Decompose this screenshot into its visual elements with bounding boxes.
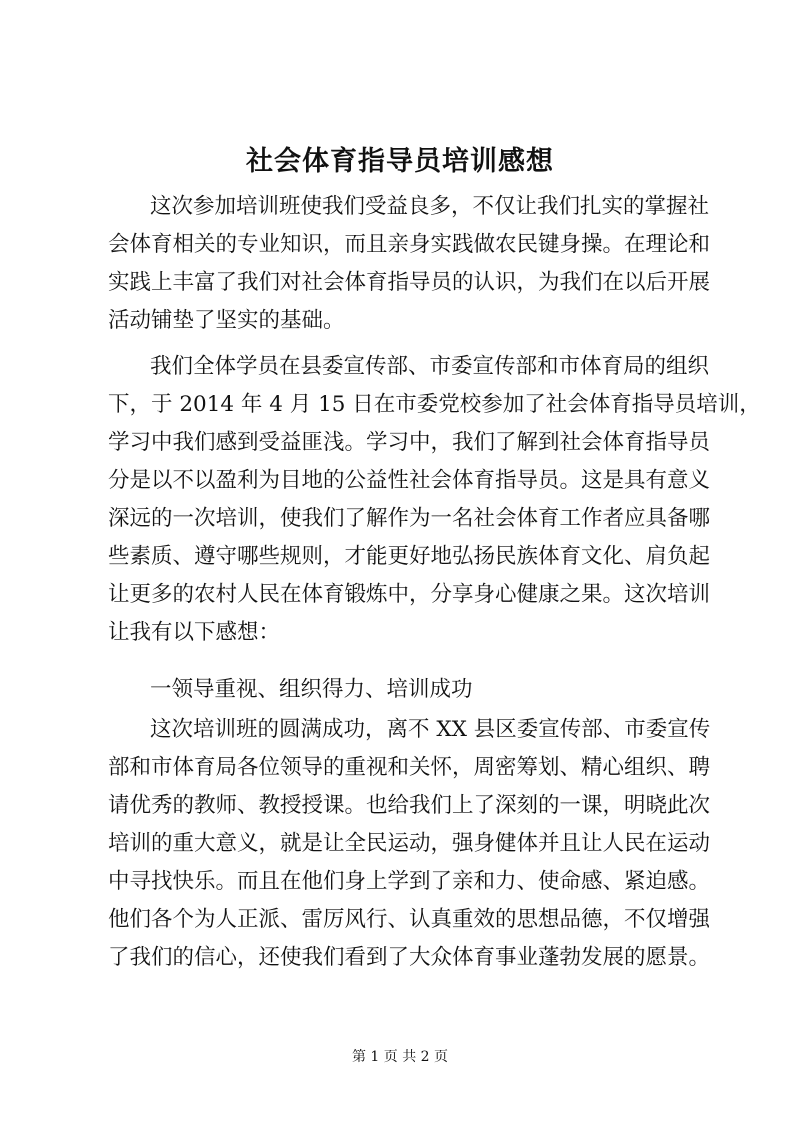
paragraph-line: 他们各个为人正派、雷厉风行、认真重效的思想品德，不仅增强 — [108, 907, 711, 932]
paragraph-line: 部和市体育局各位领导的重视和关怀，周密筹划、精心组织、聘 — [108, 755, 711, 780]
paragraph-line: 深远的一次培训，使我们了解作为一名社会体育工作者应具备哪 — [108, 506, 711, 531]
paragraph-line: 下，于 2014 年 4 月 15 日在市委党校参加了社会体育指导员培训， — [108, 392, 761, 417]
paragraph-line: 分是以不以盈利为目地的公益性社会体育指导员。这是具有意义 — [108, 468, 711, 493]
paragraph-line: 请优秀的教师、教授授课。也给我们上了深刻的一课，明晓此次 — [108, 793, 711, 818]
paragraph-line: 了我们的信心，还使我们看到了大众体育事业蓬勃发展的愿景。 — [108, 945, 711, 970]
page-number-footer: 第 1 页 共 2 页 — [351, 1049, 449, 1065]
paragraph-line: 实践上丰富了我们对社会体育指导员的认识，为我们在以后开展 — [108, 270, 711, 295]
paragraph-line: 培训的重大意义，就是让全民运动，强身健体并且让人民在运动 — [108, 831, 711, 856]
paragraph-line: 这次参加培训班使我们受益良多，不仅让我们扎实的掌握社 — [150, 194, 710, 219]
paragraph-line: 会体育相关的专业知识，而且亲身实践做农民键身操。在理论和 — [108, 232, 711, 257]
paragraph-line: 中寻找快乐。而且在他们身上学到了亲和力、使命感、紧迫感。 — [108, 869, 711, 894]
paragraph-line: 学习中我们感到受益匪浅。学习中，我们了解到社会体育指导员 — [108, 430, 711, 455]
paragraph-line: 让我有以下感想： — [108, 620, 281, 645]
paragraph-line: 这次培训班的圆满成功，离不 XX 县区委宣传部、市委宣传 — [150, 717, 711, 742]
document-title: 社会体育指导员培训感想 — [246, 146, 554, 177]
paragraph-line: 活动铺垫了坚实的基础。 — [108, 308, 345, 333]
paragraph-line: 我们全体学员在县委宣传部、市委宣传部和市体育局的组织 — [150, 354, 710, 379]
paragraph-line: 些素质、遵守哪些规则，才能更好地弘扬民族体育文化、肩负起 — [108, 544, 711, 569]
paragraph-line: 让更多的农村人民在体育锻炼中，分享身心健康之果。这次培训 — [108, 582, 711, 607]
section-heading: 一领导重视、组织得力、培训成功 — [150, 677, 473, 702]
